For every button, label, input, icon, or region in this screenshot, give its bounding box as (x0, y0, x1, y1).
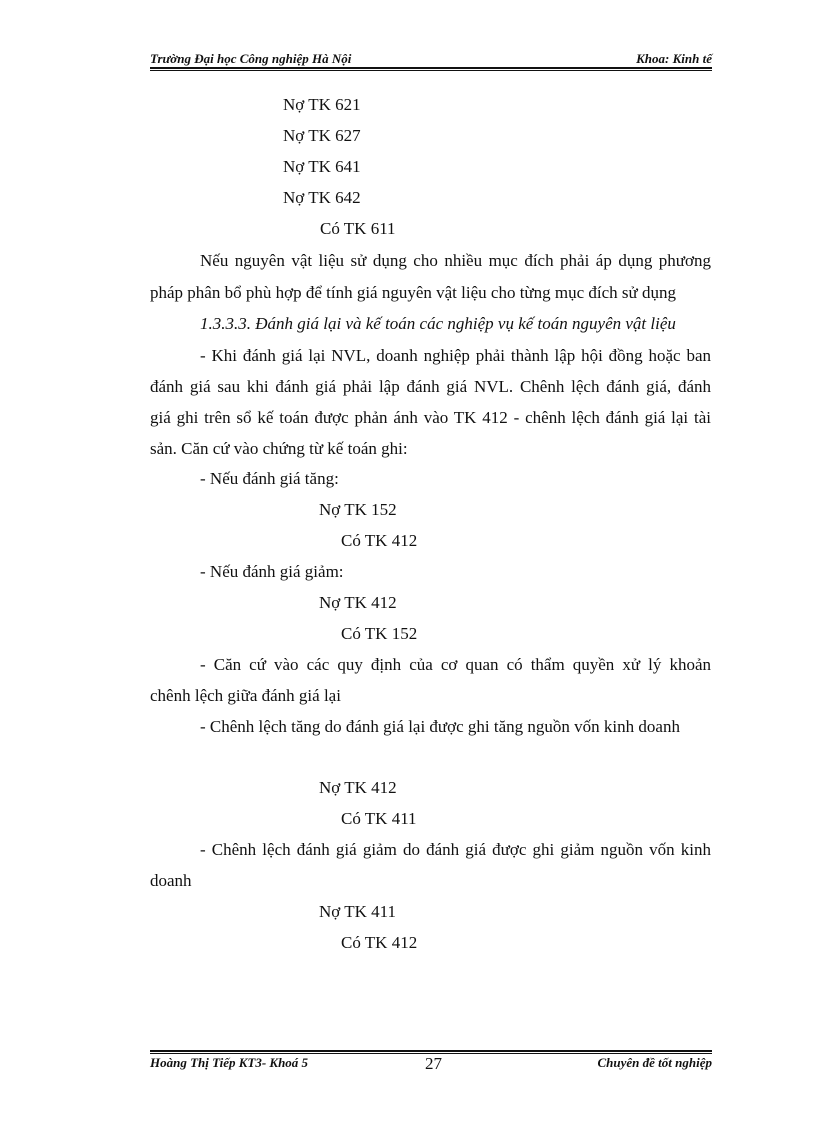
footer-rule (150, 1050, 712, 1052)
case-increase-label: - Nếu đánh giá tăng: (200, 469, 339, 488)
header-school-name: Trường Đại học Công nghiệp Hà Nội (150, 51, 352, 66)
entry-credit-412: Có TK 412 (341, 531, 418, 550)
paragraph-line: pháp phân bổ phù hợp để tính giá nguyên vật liệu cho từng mục đích sử dụng (150, 283, 676, 302)
footer-author: Hoàng Thị Tiếp KT3- Khoá 5 (150, 1055, 309, 1070)
entry-debit-627: Nợ TK 627 (283, 126, 361, 145)
paragraph-line: đánh giá sau khi đánh giá phải lập đánh giá NVL. Chênh lệch đánh giá, đánh (150, 377, 711, 396)
entry-debit-642: Nợ TK 642 (283, 188, 361, 207)
header-faculty: Khoa: Kinh tế (636, 51, 712, 66)
paragraph-line: - Chênh lệch đánh giá giảm do đánh giá được ghi giảm nguồn vốn kinh (200, 840, 711, 859)
entry-credit-152: Có TK 152 (341, 624, 418, 643)
paragraph-line: - Chênh lệch tăng do đánh giá lại được ghi tăng nguồn vốn kinh doanh (200, 717, 680, 736)
page-footer (150, 1055, 712, 1077)
header-rule (150, 67, 712, 69)
entry-credit-411: Có TK 411 (341, 809, 417, 828)
entry-credit-611: Có TK 611 (320, 219, 396, 238)
paragraph-line: Nếu nguyên vật liệu sử dụng cho nhiều mục đích phải áp dụng phương (200, 251, 711, 270)
page-number: 27 (425, 1054, 442, 1073)
entry-debit-412: Nợ TK 412 (319, 778, 397, 797)
entry-debit-411: Nợ TK 411 (319, 902, 396, 921)
paragraph-line: doanh (150, 871, 192, 890)
paragraph-line: - Căn cứ vào các quy định của cơ quan có thẩm quyền xử lý khoản (200, 655, 711, 674)
entry-credit-412: Có TK 412 (341, 933, 418, 952)
entry-debit-621: Nợ TK 621 (283, 95, 361, 114)
paragraph-line: sản. Căn cứ vào chứng từ kế toán ghi: (150, 439, 408, 458)
entry-debit-641: Nợ TK 641 (283, 157, 361, 176)
section-heading: 1.3.3.3. Đánh giá lại và kế toán các nghiệp vụ kế toán nguyên vật liệu (200, 314, 676, 333)
paragraph-line: - Khi đánh giá lại NVL, doanh nghiệp phải thành lập hội đồng hoặc ban (200, 346, 711, 365)
paragraph-line: chênh lệch giữa đánh giá lại (150, 686, 341, 705)
entry-debit-412: Nợ TK 412 (319, 593, 397, 612)
case-decrease-label: - Nếu đánh giá giảm: (200, 562, 344, 581)
footer-doc-type: Chuyên đề tốt nghiệp (597, 1055, 712, 1070)
paragraph-line: giá ghi trên sổ kế toán được phản ánh vào TK 412 - chênh lệch đánh giá lại tài (150, 408, 711, 427)
entry-debit-152: Nợ TK 152 (319, 500, 397, 519)
header-rule-thin (150, 70, 712, 71)
